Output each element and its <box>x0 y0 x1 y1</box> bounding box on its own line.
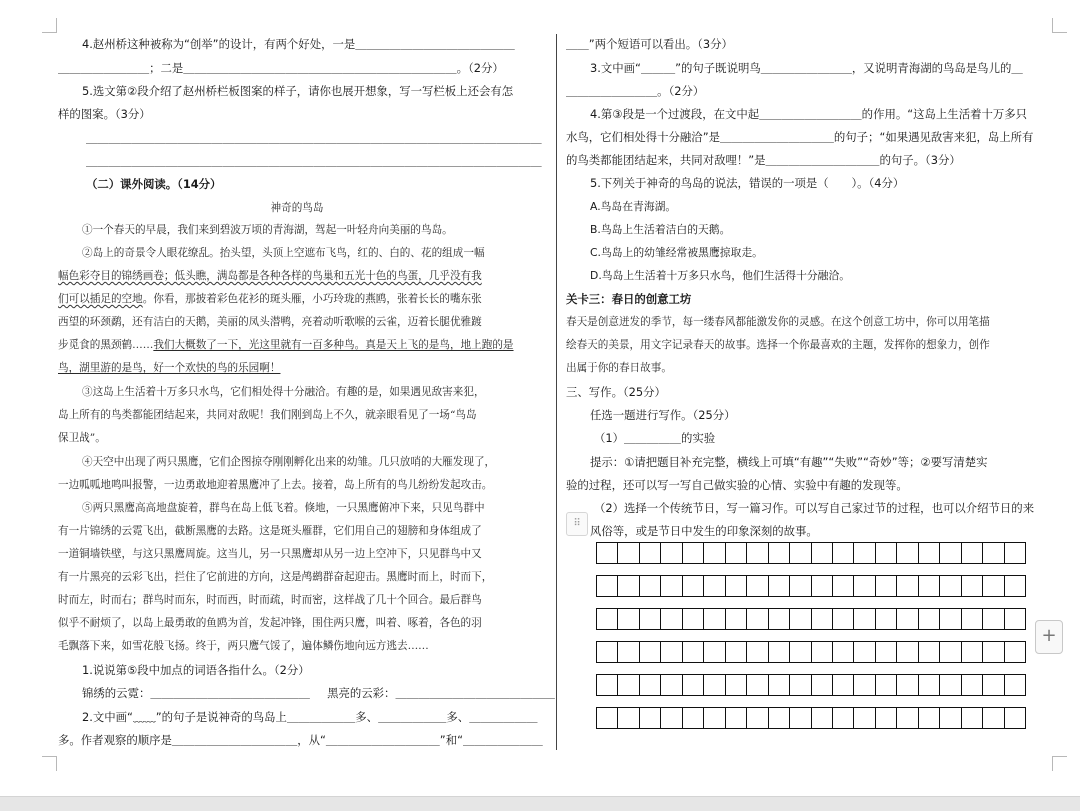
grid-cell[interactable] <box>940 576 961 596</box>
paragraph-3-line3: 保卫战”。 <box>58 432 106 444</box>
grid-cell[interactable] <box>833 675 854 695</box>
grid-cell[interactable] <box>597 576 618 596</box>
grid-cell[interactable] <box>919 675 940 695</box>
grid-cell[interactable] <box>640 543 661 563</box>
grid-cell[interactable] <box>919 609 940 629</box>
option-a: A.鸟岛在青海湖。 <box>590 200 677 213</box>
grid-cell[interactable] <box>854 708 875 728</box>
grid-cell[interactable] <box>726 543 747 563</box>
grid-row <box>596 608 1026 630</box>
grid-cell[interactable] <box>940 642 961 662</box>
grid-cell[interactable] <box>833 576 854 596</box>
grid-cell[interactable] <box>704 675 725 695</box>
grid-cell[interactable] <box>897 576 918 596</box>
question-2-continuation: ＿＿”两个短语可以看出。（3分） <box>566 37 733 51</box>
grid-cell[interactable] <box>704 609 725 629</box>
grid-cell[interactable] <box>683 609 704 629</box>
grid-cell[interactable] <box>983 576 1004 596</box>
grid-cell[interactable] <box>769 609 790 629</box>
grid-cell[interactable] <box>983 708 1004 728</box>
grid-cell[interactable] <box>661 642 682 662</box>
question-4-line3: 的鸟类都能团结起来，共同对敌哩！”是＿＿＿＿＿＿＿＿＿＿的句子。（3分） <box>566 153 961 167</box>
grid-cell[interactable] <box>769 708 790 728</box>
grid-cell[interactable] <box>812 642 833 662</box>
grid-cell[interactable] <box>962 675 983 695</box>
question-5-line2: 样的图案。（3分） <box>58 107 151 121</box>
writing-hint-line1: 提示：①请把题目补充完整，横线上可填“有趣”“失败”“奇妙”等；②要写清楚实 <box>590 455 988 469</box>
question-3-line1: 3.文中画“＿＿＿”的句子既说明鸟＿＿＿＿＿＿＿＿，又说明青海湖的鸟岛是鸟儿的＿ <box>590 61 1023 75</box>
grid-cell[interactable] <box>618 675 639 695</box>
grid-cell[interactable] <box>790 708 811 728</box>
option-b: B.鸟岛上生活着洁白的天鹅。 <box>590 223 731 236</box>
level-3-text-line3: 出属于你的春日故事。 <box>566 362 672 374</box>
grid-cell[interactable] <box>812 708 833 728</box>
grid-cell[interactable] <box>747 708 768 728</box>
grid-cell[interactable] <box>897 543 918 563</box>
grid-cell[interactable] <box>747 576 768 596</box>
paragraph-2-line4: 西望的环颈鹬，还有洁白的天鹅，美丽的凤头潜鸭，亮着动听歌喉的云雀，迈着长腿优雅踱 <box>58 316 482 328</box>
question-2-line2: 多。作者观察的顺序是＿＿＿＿＿＿＿＿＿＿＿，从“＿＿＿＿＿＿＿＿＿＿”和“＿＿＿＿＿＿＿ <box>58 733 543 747</box>
grid-cell[interactable] <box>1005 642 1026 662</box>
grid-cell[interactable] <box>790 543 811 563</box>
grid-cell[interactable] <box>983 675 1004 695</box>
grid-cell[interactable] <box>640 708 661 728</box>
grid-cell[interactable] <box>618 543 639 563</box>
grid-row <box>596 674 1026 696</box>
paragraph-1: ①一个春天的早晨，我们来到碧波万顷的青海湖，驾起一叶轻舟向美丽的鸟岛。 <box>82 224 453 236</box>
option-c: C.鸟岛上的幼雏经常被黑鹰掠取走。 <box>590 246 763 259</box>
grid-cell[interactable] <box>661 609 682 629</box>
grid-cell[interactable] <box>597 642 618 662</box>
grid-cell[interactable] <box>790 576 811 596</box>
grid-cell[interactable] <box>876 642 897 662</box>
level-3-text-line2: 绘春天的美景，用文字记录春天的故事。选择一个你最喜欢的主题，发挥你的想象力，创作 <box>566 339 990 351</box>
grid-cell[interactable] <box>983 543 1004 563</box>
grid-cell[interactable] <box>747 609 768 629</box>
grid-cell[interactable] <box>1005 609 1026 629</box>
paragraph-2-line1: ②岛上的奇景令人眼花缭乱。抬头望，头顶上空遮布飞鸟，红的、白的、花的组成一幅 <box>82 247 485 259</box>
grid-cell[interactable] <box>704 642 725 662</box>
grid-cell[interactable] <box>897 708 918 728</box>
crop-mark-bottom-right <box>1052 756 1067 771</box>
answer-blank-line[interactable]: ＿＿＿＿＿＿＿＿＿＿＿＿＿＿＿＿＿＿＿＿＿＿＿＿＿＿＿＿＿＿＿＿＿＿＿＿＿＿＿＿ <box>86 154 542 168</box>
paragraph-3-line1: ③这岛上生活着十万多只水鸟，它们相处得十分融洽。有趣的是，如果遇见敌害来犯， <box>82 386 485 398</box>
grid-cell[interactable] <box>747 642 768 662</box>
grid-cell[interactable] <box>919 576 940 596</box>
grid-cell[interactable] <box>876 576 897 596</box>
grid-cell[interactable] <box>940 708 961 728</box>
grid-row <box>596 542 1026 564</box>
grid-cell[interactable] <box>962 609 983 629</box>
grid-cell[interactable] <box>640 642 661 662</box>
writing-option-1: （1）＿＿＿＿＿的实验 <box>594 431 716 445</box>
grid-cell[interactable] <box>812 543 833 563</box>
grid-cell[interactable] <box>704 543 725 563</box>
grid-cell[interactable] <box>983 609 1004 629</box>
grid-cell[interactable] <box>661 576 682 596</box>
grid-cell[interactable] <box>940 543 961 563</box>
paragraph-4-line1: ④天空中出现了两只黑鹰，它们企图掠夺刚刚孵化出来的幼雏。几只放哨的大雁发现了， <box>82 456 496 468</box>
writing-heading: 三、写作。（25分） <box>566 385 666 399</box>
grid-cell[interactable] <box>597 708 618 728</box>
grid-cell[interactable] <box>704 708 725 728</box>
grid-cell[interactable] <box>661 543 682 563</box>
paragraph-5-line3: 一道铜墙铁壁，与这只黑鹰周旋。这当儿，另一只黑鹰却从另一边上空冲下，只见群鸟中又 <box>58 548 482 560</box>
grid-cell[interactable] <box>812 609 833 629</box>
grid-cell[interactable] <box>618 609 639 629</box>
grid-cell[interactable] <box>833 642 854 662</box>
grid-cell[interactable] <box>683 642 704 662</box>
grid-cell[interactable] <box>1005 576 1026 596</box>
answer-blank-line[interactable]: ＿＿＿＿＿＿＿＿＿＿＿＿＿＿＿＿＿＿＿＿＿＿＿＿＿＿＿＿＿＿＿＿＿＿＿＿＿＿＿＿ <box>86 131 542 145</box>
writing-grid[interactable] <box>596 542 1026 740</box>
grid-cell[interactable] <box>1005 543 1026 563</box>
grid-cell[interactable] <box>854 675 875 695</box>
question-3-line2: ＿＿＿＿＿＿＿＿。（2分） <box>566 84 705 98</box>
grid-cell[interactable] <box>962 543 983 563</box>
grid-cell[interactable] <box>704 576 725 596</box>
grid-cell[interactable] <box>876 543 897 563</box>
grid-cell[interactable] <box>919 708 940 728</box>
grid-cell[interactable] <box>640 576 661 596</box>
question-5-line1: 5.选文第②段介绍了赵州桥栏板图案的样子，请你也展开想象，写一写栏板上还会有怎 <box>82 84 514 98</box>
grid-cell[interactable] <box>876 708 897 728</box>
question-4-line2: 水鸟，它们相处得十分融洽”是＿＿＿＿＿＿＿＿＿＿的句子；“如果遇见敌害来犯，岛上所有 <box>566 130 1034 144</box>
grid-cell[interactable] <box>1005 675 1026 695</box>
grid-cell[interactable] <box>962 642 983 662</box>
paragraph-3-line2: 岛上所有的鸟类都能团结起来，共同对敌呢！我们刚到岛上不久，就亲眼看见了一场“鸟岛 <box>58 409 477 421</box>
crop-mark-top-left <box>42 18 57 33</box>
grid-cell[interactable] <box>726 642 747 662</box>
grid-cell[interactable] <box>683 543 704 563</box>
answer-blank[interactable]: ＿＿＿＿＿＿＿＿＿＿＿＿＿＿ <box>150 686 310 700</box>
answer-blank[interactable]: ＿＿＿＿＿＿＿＿＿＿＿＿＿＿ <box>395 686 555 700</box>
grid-cell[interactable] <box>790 642 811 662</box>
grid-cell[interactable] <box>833 708 854 728</box>
question-5: 5.下列关于神奇的鸟岛的说法，错误的一项是（ ）。（4分） <box>590 176 905 190</box>
grid-cell[interactable] <box>661 708 682 728</box>
grid-cell[interactable] <box>769 543 790 563</box>
question-4-line1: 4.赵州桥这种被称为“创举”的设计，有两个好处，一是＿＿＿＿＿＿＿＿＿＿＿＿＿＿ <box>82 37 515 51</box>
grid-cell[interactable] <box>683 675 704 695</box>
grid-row <box>596 707 1026 729</box>
grid-cell[interactable] <box>876 609 897 629</box>
drag-handle-icon[interactable]: ⠿ <box>566 512 588 536</box>
grid-cell[interactable] <box>833 609 854 629</box>
grid-cell[interactable] <box>769 675 790 695</box>
grid-cell[interactable] <box>726 609 747 629</box>
grid-cell[interactable] <box>618 642 639 662</box>
grid-cell[interactable] <box>919 642 940 662</box>
grid-cell[interactable] <box>854 576 875 596</box>
grid-cell[interactable] <box>854 609 875 629</box>
level-3-text-line1: 春天是创意迸发的季节，每一缕春风都能激发你的灵感。在这个创意工坊中，你可以用笔描 <box>566 316 990 328</box>
question-4-line2: ＿＿＿＿＿＿＿＿；二是＿＿＿＿＿＿＿＿＿＿＿＿＿＿＿＿＿＿＿＿＿＿＿＿。（2分） <box>58 61 504 75</box>
paragraph-5-line2: 有一片锦绣的云霓飞出，截断黑鹰的去路。这是斑头雁群，它们用自己的翅膀和身体组成了 <box>58 525 482 537</box>
column-divider <box>556 34 557 750</box>
grid-cell[interactable] <box>983 642 1004 662</box>
section-heading: （二）课外阅读。（14分） <box>86 177 222 191</box>
grid-cell[interactable] <box>618 576 639 596</box>
writing-option-2-line1: （2）选择一个传统节日，写一篇习作。可以写自己家过节的过程，也可以介绍节日的来 <box>594 501 1035 515</box>
writing-instruction: 任选一题进行写作。（25分） <box>590 408 736 422</box>
writing-hint-line2: 验的过程，还可以写一写自己做实验的心情、实验中有趣的发现等。 <box>566 478 908 492</box>
question-2-line1: 2.文中画“﹏﹏”的句子是说神奇的鸟岛上＿＿＿＿＿＿多、＿＿＿＿＿＿多、＿＿＿＿＿＿ <box>82 710 538 724</box>
grid-cell[interactable] <box>812 675 833 695</box>
paragraph-2-line6: 鸟，湖里游的是鸟，好一个欢快的鸟的乐园啊！ <box>58 362 281 374</box>
grid-cell[interactable] <box>726 675 747 695</box>
question-1-answers: 锦绣的云霓：＿＿＿＿＿＿＿＿＿＿＿＿＿＿ 黑亮的云彩：＿＿＿＿＿＿＿＿＿＿＿＿＿＿ <box>82 686 555 700</box>
grid-cell[interactable] <box>897 675 918 695</box>
paragraph-5-line1: ⑤两只黑鹰高高地盘旋着，群鸟在岛上低飞着。倏地，一只黑鹰俯冲下来，只见鸟群中 <box>82 502 485 514</box>
grid-cell[interactable] <box>833 543 854 563</box>
grid-cell[interactable] <box>897 642 918 662</box>
grid-cell[interactable] <box>683 576 704 596</box>
grid-cell[interactable] <box>661 675 682 695</box>
grid-cell[interactable] <box>790 675 811 695</box>
grid-cell[interactable] <box>640 675 661 695</box>
level-3-heading: 关卡三：春日的创意工坊 <box>566 292 692 306</box>
grid-row <box>596 575 1026 597</box>
paragraph-5-line4: 有一片黑亮的云彩飞出，拦住了它前进的方向，这是鸬鹚群奋起迎击。黑鹰时而上，时而下， <box>58 571 493 583</box>
paragraph-2-line2: 幅色彩夺目的锦绣画卷；低头瞧，满岛都是各种各样的鸟巢和五光十色的鸟蛋，几乎没有我 <box>58 270 482 282</box>
grid-cell[interactable] <box>854 543 875 563</box>
grid-cell[interactable] <box>726 576 747 596</box>
grid-cell[interactable] <box>640 609 661 629</box>
paragraph-2-line3: 们可以插足的空地。你看，那披着彩色花衫的斑头雁，小巧玲珑的燕鸥，张着长长的嘴东张 <box>58 293 482 305</box>
status-bar <box>0 796 1080 811</box>
paragraph-5-line5: 时而左，时而右；群鸟时而东，时而西，时而疏，时而密，这样战了几十个回合。最后群鸟 <box>58 594 482 606</box>
grid-cell[interactable] <box>876 675 897 695</box>
grid-cell[interactable] <box>962 708 983 728</box>
crop-mark-bottom-left <box>42 756 57 771</box>
crop-mark-top-right <box>1052 18 1067 33</box>
question-4-line1: 4.第③段是一个过渡段，在文中起＿＿＿＿＿＿＿＿＿的作用。“这岛上生活着十万多只 <box>590 107 1028 121</box>
paragraph-5-line6: 似乎不耐烦了，以岛上最勇敢的鱼鸥为首，发起冲锋，围住两只鹰，叫着、啄着，各色的羽 <box>58 617 482 629</box>
paragraph-2-line5: 步觅食的黑颈鹤……我们大概数了一下，光这里就有一百多种鸟。真是天上飞的是鸟，地上跑的是 <box>58 339 514 351</box>
paragraph-4-line2: 一边呱呱地鸣叫报警，一边勇敢地迎着黑鹰冲了上去。接着，岛上所有的鸟儿纷纷发起攻击。 <box>58 479 493 491</box>
writing-option-2-line2: 风俗等，或是节日中发生的印象深刻的故事。 <box>590 524 818 538</box>
grid-cell[interactable] <box>812 576 833 596</box>
grid-cell[interactable] <box>726 708 747 728</box>
grid-cell[interactable] <box>597 609 618 629</box>
grid-cell[interactable] <box>790 609 811 629</box>
paragraph-5-line7: 毛飘落下来，如雪花般飞扬。终于，两只鹰气馁了，遍体鳞伤地向远方逃去…… <box>58 640 429 652</box>
grid-row <box>596 641 1026 663</box>
option-d: D.鸟岛上生活着十万多只水鸟，他们生活得十分融洽。 <box>590 269 851 282</box>
grid-cell[interactable] <box>940 675 961 695</box>
grid-cell[interactable] <box>897 609 918 629</box>
grid-cell[interactable] <box>618 708 639 728</box>
grid-cell[interactable] <box>769 642 790 662</box>
add-page-button[interactable]: + <box>1035 620 1063 654</box>
grid-cell[interactable] <box>919 543 940 563</box>
grid-cell[interactable] <box>683 708 704 728</box>
story-title: 神奇的鸟岛 <box>270 202 324 214</box>
grid-cell[interactable] <box>597 675 618 695</box>
grid-cell[interactable] <box>962 576 983 596</box>
grid-cell[interactable] <box>747 675 768 695</box>
question-1: 1.说说第⑤段中加点的词语各指什么。（2分） <box>82 663 310 677</box>
grid-cell[interactable] <box>1005 708 1026 728</box>
grid-cell[interactable] <box>854 642 875 662</box>
grid-cell[interactable] <box>747 543 768 563</box>
grid-cell[interactable] <box>597 543 618 563</box>
grid-cell[interactable] <box>769 576 790 596</box>
grid-cell[interactable] <box>940 609 961 629</box>
